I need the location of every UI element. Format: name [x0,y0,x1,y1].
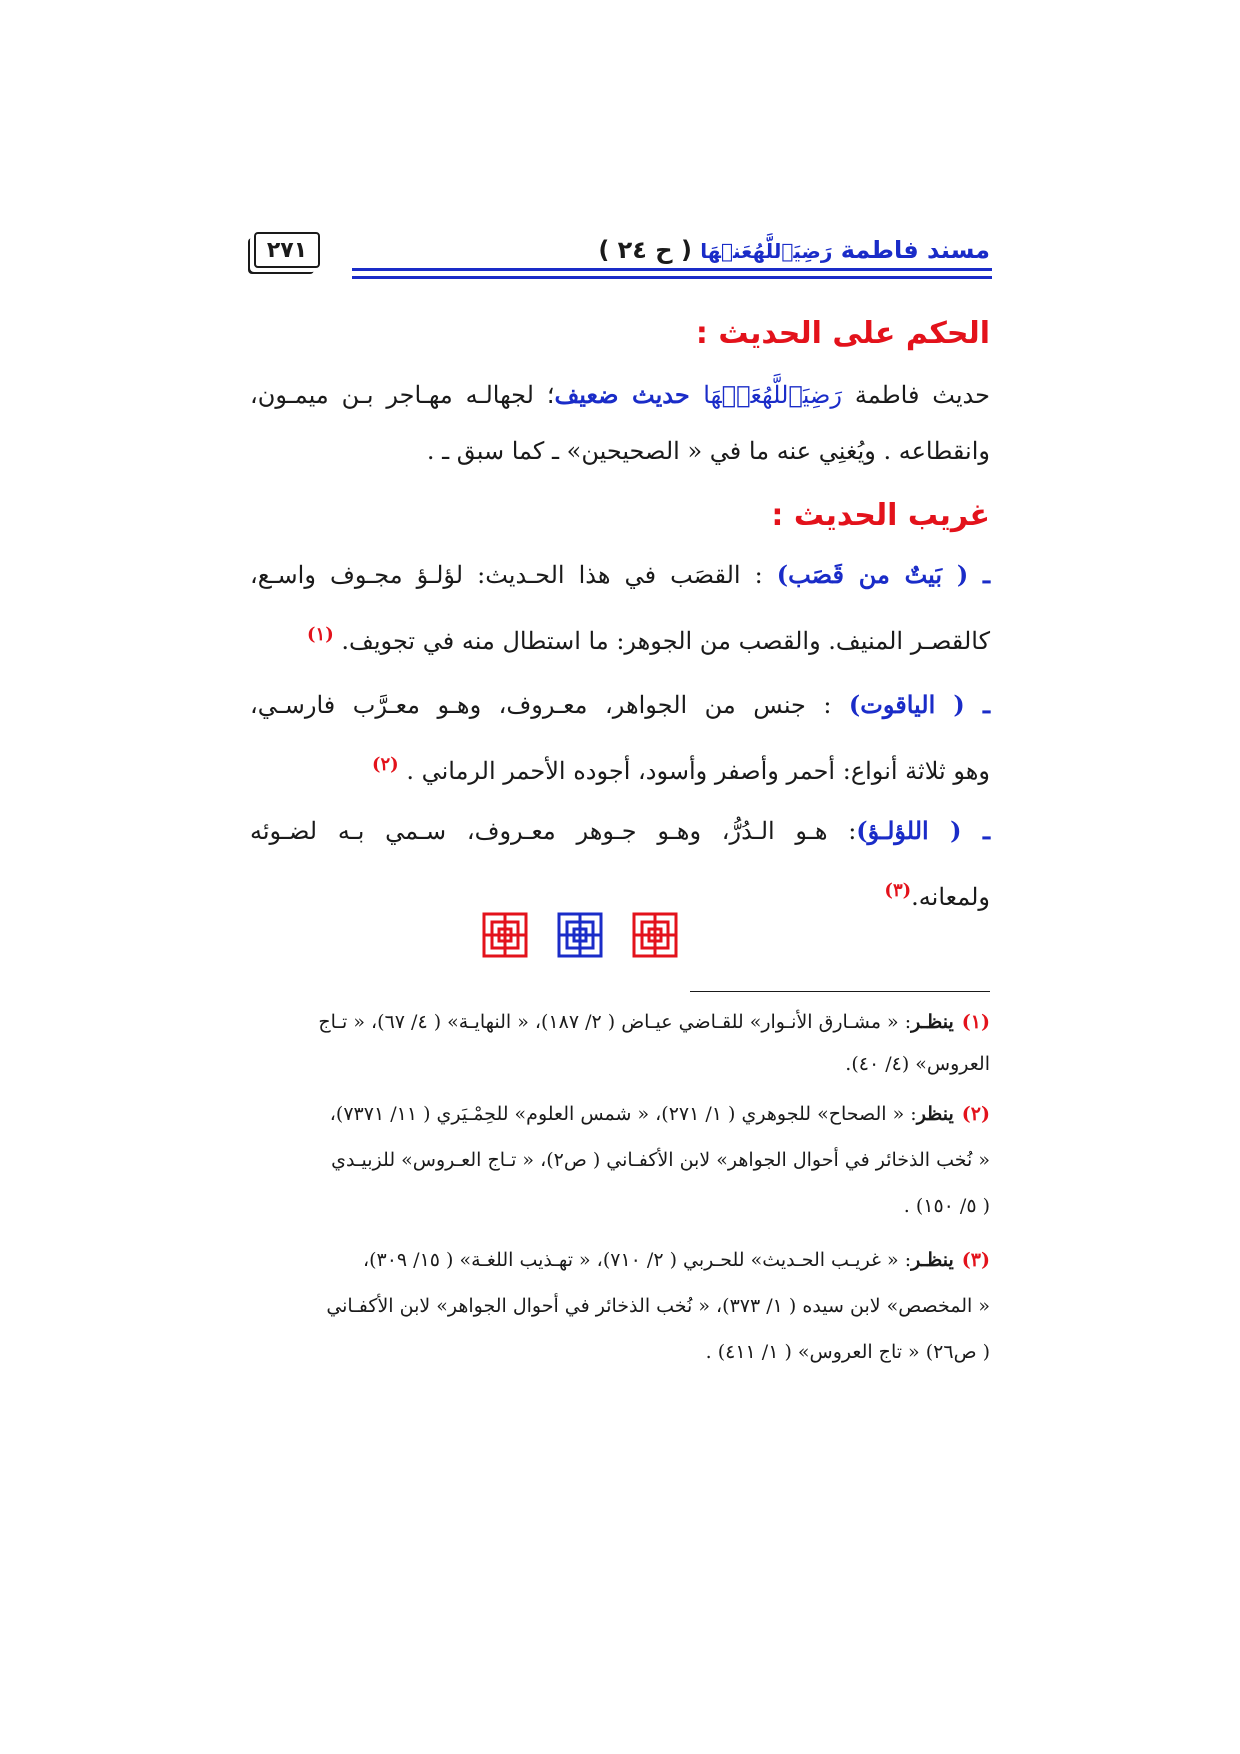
footnote-text: : « غريـب الحـديث» للحـربي ( ٢/ ٧١٠)، « تهـذيب اللغـة» ( ١٥/ ٣٠٩)، [362,1249,912,1271]
footnote-marker-3[interactable]: (٣) [884,880,912,901]
definition-text: وهو ثلاثة أنواع: أحمر وأصفر وأسود، أجوده الأحمر الرماني . [406,757,990,785]
gharib-entry-1-line-2 [250,618,990,658]
ornament-icon [630,910,680,960]
footnote-1-line-2: العروس» (٤/ ٤٠). [845,1053,990,1075]
footnote-3-number: (٣) [961,1249,990,1271]
definition-text: : جنس من الجواهر، معـروف، وهـو معـرَّب فارسـي، [250,691,849,719]
gharib-entry-1-line-1 [250,558,990,592]
header-rule-top [352,268,992,271]
term-al-lulu: ـ ( اللؤلـؤ) [856,816,990,845]
page-number: ٢٧١ [254,232,320,268]
definition-text: : هـو الـدُرُّ، وهـو جـوهر معـروف، سـمي بـه لضـوئه [250,817,857,845]
footnote-1-number: (١) [961,1011,990,1033]
ruling-heading: الحكم على الحديث : [695,316,990,351]
header-blessing: رَضِيَٱللَّهُعَنۡهَا [700,239,833,263]
ruling-text: حديث فاطمة [842,381,990,409]
gharib-heading: غريب الحديث : [771,498,990,533]
footnote-separator [690,991,990,992]
ornament-divider [480,905,680,965]
ruling-grade: حديث ضعيف [554,380,704,409]
footnote-2-line-2: « نُخب الذخائر في أحوال الجواهر» لابن الأكفـاني ( ص٢)، « تـاج العـروس» للزبيـدي [331,1149,990,1171]
definition-text: : القصَب في هذا الحـديث: لؤلـؤ مجـوف واسـع، [250,561,777,589]
header-hadith-number: ( ح ٢٤ ) [598,236,692,264]
footnote-3-line-2: « المخصص» لابن سيده ( ١/ ٣٧٣)، « نُخب الذخائر في أحوال الجواهر» لابن الأكفـاني [326,1295,990,1317]
ruling-line-2: وانقطاعه . ويُغنِي عنه ما في « الصحيحين» ـ كما سبق ـ . [426,437,990,465]
footnote-1-line-1 [250,1008,990,1036]
ruling-blessing: رَضِيَٱللَّهُعَنۡهَا [703,381,842,409]
footnote-2-number: (٢) [961,1103,990,1125]
ornament-icon [480,910,530,960]
footnote-text: : « الصحاح» للجوهري ( ١/ ٢٧١)، « شمس العلوم» للحِمْـيَري ( ١١/ ٧٣٧١)، [329,1103,917,1125]
gharib-entry-2-line-1 [250,688,990,722]
footnote-3-line-3: ( ص٢٦) « تاج العروس» ( ١/ ٤١١) . [705,1341,990,1363]
footnote-see-label: ينظر [916,1103,954,1125]
definition-text: كالقصـر المنيف. والقصب من الجوهر: ما استطال منه في تجويف. [341,627,990,655]
footnote-marker-2[interactable]: (٢) [371,754,399,775]
ornament-icon [555,910,605,960]
running-header [598,236,990,264]
footnote-see-label: ينظـر [911,1011,954,1033]
footnote-2-line-3: ( ٥/ ١٥٠) . [903,1195,990,1217]
ruling-line-1 [250,378,990,412]
ruling-text: ؛ لجهالـه مهـاجر بـن ميمـون، [250,381,555,409]
footnote-see-label: ينظـر [911,1249,954,1271]
term-bayt-min-qasab: ـ ( بَيتٌ من قَصَب) [776,560,990,589]
definition-text: ولمعانه. [911,883,990,911]
footnote-text: : « مشـارق الأنـوار» للقـاضي عيـاض ( ٢/ ١٨٧)، « النهايـة» ( ٤/ ٦٧)، « تـاج [318,1011,912,1033]
header-book-title: مسند فاطمة [840,236,990,264]
header-rule-bottom [352,276,992,279]
gharib-entry-3-line-1 [250,814,990,848]
footnote-marker-1[interactable]: (١) [307,624,334,645]
term-al-yaqut: ـ ( الياقوت) [848,690,990,719]
footnote-2-line-1 [250,1100,990,1128]
gharib-entry-2-line-2 [250,748,990,788]
footnote-3-line-1 [250,1246,990,1274]
